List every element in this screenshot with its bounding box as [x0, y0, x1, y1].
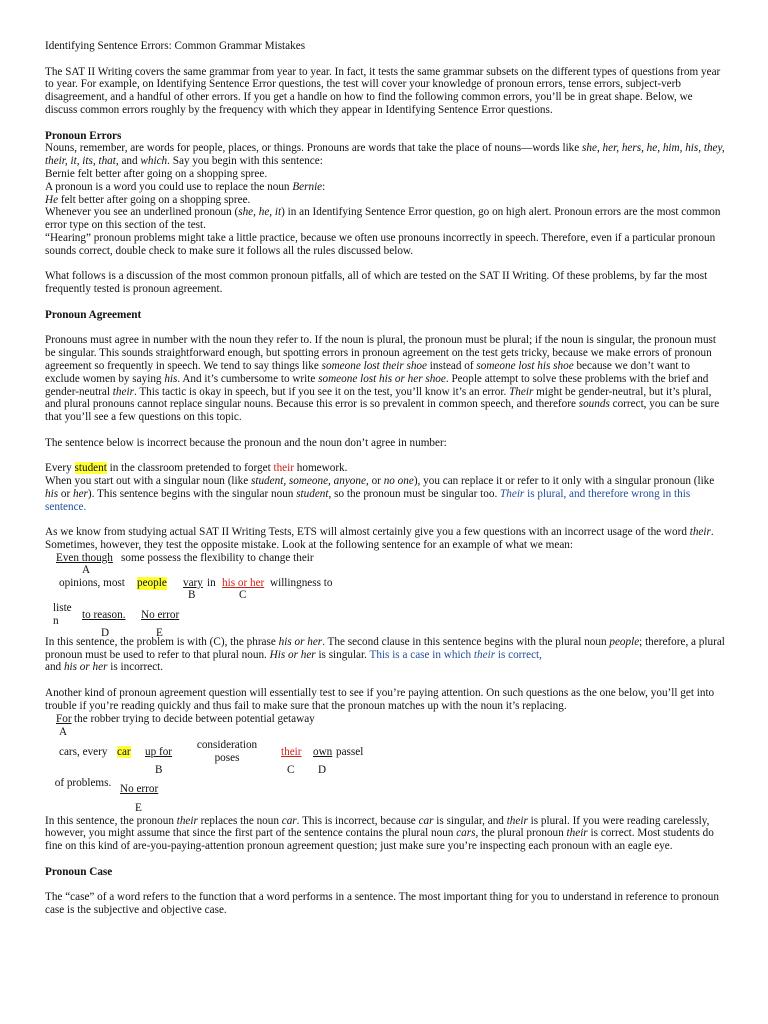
- highlight-student: student: [74, 462, 107, 475]
- q1-in: in: [207, 576, 216, 589]
- q1-willingness: willingness to: [270, 576, 333, 589]
- q2-up-for: up for: [145, 745, 173, 758]
- q2-label-a: A: [59, 725, 68, 738]
- q1-his-or-her: his or her: [222, 576, 265, 589]
- pronoun-agreement-paragraph-1: Pronouns must agree in number with the noun they refer to. If the noun is plural, the pronoun must be plural; if the noun is singular, the pronoun must be singular. This sounds straightforward enough, but spotting errors in pronoun agreement on the test gets tricky, because we make errors of pronoun agreement so frequently in speech. We tend to say things like someone lost their shoe instead of someone lost his shoe because we don’t want to exclude women by saying his. And it’s cumbersome to write someone lost his or her shoe. People attempt to solve these problems with the brief and gender-neutral their. This tactic is okay in speech, but if you see it on the test, you’ll know it’s an error. Their might be gender-neutral, but it’s plural, and plural pronouns cannot replace singular nouns. Because this error is so prevalent in common speech, and therefore sounds correct, you can be sure that you’ll see a few questions on this topic.: [45, 334, 720, 424]
- q2-their: their: [281, 745, 302, 758]
- example-sentence-bernie: Bernie felt better after going on a shopping spree.: [45, 167, 268, 180]
- pronoun-errors-paragraph-1: Nouns, remember, are words for people, places, or things. Pronouns are words that take the place of nouns—words like she, her, hers, he, him, his, they, their, it, its, that, and which. Say you begin with this sentence:: [45, 142, 725, 168]
- q2-cars-every: cars, every: [59, 745, 108, 758]
- error-their: their: [273, 462, 294, 475]
- q2-of-problems: of problems.: [54, 776, 112, 789]
- q2-row1-text: the robber trying to decide between potential getaway: [74, 712, 315, 725]
- q1-vary: vary: [183, 576, 203, 589]
- q2-label-b: B: [155, 763, 163, 776]
- q2-label-c: C: [287, 763, 295, 776]
- intro-paragraph: The SAT II Writing covers the same grammar from year to year. In fact, it tests the same grammar subsets on the different types of questions from year to year. For example, on Identifying Sentence Error questions, the test will cover your knowledge of pronoun errors, tense errors, subject-verb disagreement, and a handful of other errors. If you get a handle on how to find the following common errors, you’ll be in great shape. Below, we discuss common errors roughly by the frequency with which they appear in Identifying Sentence Error questions.: [45, 65, 721, 116]
- q1-to-reason: to reason.: [82, 608, 126, 621]
- q2-no-error: No error: [120, 782, 159, 795]
- pronoun-errors-paragraph-3: Whenever you see an underlined pronoun (she, he, it) in an Identifying Sentence Error question, go on high alert. Pronoun errors are the most common error type on this section of the test.: [45, 206, 721, 232]
- pronoun-agreement-paragraph-2: The sentence below is incorrect because the pronoun and the noun don’t agree in number:: [45, 436, 447, 449]
- pronoun-errors-paragraph-5: What follows is a discussion of the most common pronoun pitfalls, all of which are tested on the SAT II Writing. Of these problems, by far the most frequently tested is pronoun agreement.: [45, 270, 708, 296]
- q1-no-error: No error: [141, 608, 180, 621]
- document-title: Identifying Sentence Errors: Common Grammar Mistakes: [45, 40, 306, 52]
- pronoun-agreement-paragraph-7: In this sentence, the pronoun their replaces the noun car. This is incorrect, because car is singular, and their is plural. If you were reading carelessly, however, you might assume that since the first part of the sentence contains the plural noun cars, the plural pronoun their is correct. Most students do fine on this kind of are-you-paying-attention pronoun agreement question; just make sure you’re inspecting each pronoun with an eagle eye.: [45, 814, 714, 853]
- q2-passel: passel: [336, 745, 364, 758]
- q1-label-c: C: [239, 588, 247, 601]
- q1-label-d: D: [101, 626, 110, 639]
- pronoun-agreement-paragraph-4: As we know from studying actual SAT II Writing Tests, ETS will almost certainly give you a few questions with an incorrect usage of the word their. Sometimes, however, they test the opposite mistake. Look at the following sentence for an example of what we mean:: [45, 526, 714, 552]
- pronoun-case-paragraph-1: The “case” of a word refers to the function that a word performs in a sentence. The most important thing for you to understand in reference to pronoun case is the subjective and objective case.: [45, 891, 719, 917]
- question-2-block: [45, 713, 725, 815]
- pronoun-agreement-paragraph-5: In this sentence, the problem is with (C), the phrase his or her. The second clause in this sentence begins with the plural noun people; therefore, a plural pronoun must be used to refer to that plural noun. His or her is singular. This is a case in which their is correct, and his or her is incorrect.: [45, 635, 725, 674]
- q2-own: own: [313, 745, 333, 758]
- q1-opinions: opinions, most: [59, 576, 125, 589]
- q2-consideration-poses: consideration poses: [196, 738, 258, 764]
- q1-row1-text: some possess the flexibility to change their: [121, 551, 314, 564]
- q1-label-a: A: [82, 563, 91, 576]
- q1-people: people: [137, 576, 167, 589]
- q2-car: car: [117, 745, 131, 758]
- pronoun-errors-paragraph-2: A pronoun is a word you could use to replace the noun Bernie:: [45, 180, 326, 193]
- example-sentence-he: He felt better after going on a shopping spree.: [45, 193, 251, 206]
- document-page: [45, 40, 725, 917]
- pronoun-errors-heading: Pronoun Errors: [45, 129, 122, 142]
- q2-label-e: E: [135, 801, 142, 814]
- pronoun-agreement-paragraph-6: Another kind of pronoun agreement question will essentially test to see if you’re paying attention. On such questions as the one below, you’ll get into trouble if you’re reading quickly and thus fail to make sure that the pronoun matches up with the noun it’s replacing.: [45, 687, 715, 712]
- pronoun-errors-paragraph-4: “Hearing” pronoun problems might take a little practice, because we often use pronouns incorrectly in speech. Therefore, even if a particular pronoun sounds correct, double check to make sure it follows all the rules discussed below.: [45, 231, 716, 257]
- q1-even-though: Even though: [56, 551, 113, 564]
- q1-label-e: E: [156, 626, 163, 639]
- example-sentence-student: Every student in the classroom pretended to forget their homework.: [45, 462, 348, 475]
- pronoun-agreement-heading: Pronoun Agreement: [45, 308, 142, 321]
- q2-label-d: D: [318, 763, 327, 776]
- q1-listen: listen: [53, 601, 72, 627]
- pronoun-case-heading: Pronoun Case: [45, 865, 113, 878]
- question-1-block: [45, 551, 725, 639]
- pronoun-agreement-paragraph-3: When you start out with a singular noun (like student, someone, anyone, or no one), you can replace it or refer to it only with a singular pronoun (like his or her). This sentence begins with the singular noun student, so the pronoun must be singular too. Their is plural, and therefore wrong in this sentence.: [45, 475, 715, 513]
- q1-label-b: B: [188, 588, 196, 601]
- q2-for: For: [56, 712, 72, 725]
